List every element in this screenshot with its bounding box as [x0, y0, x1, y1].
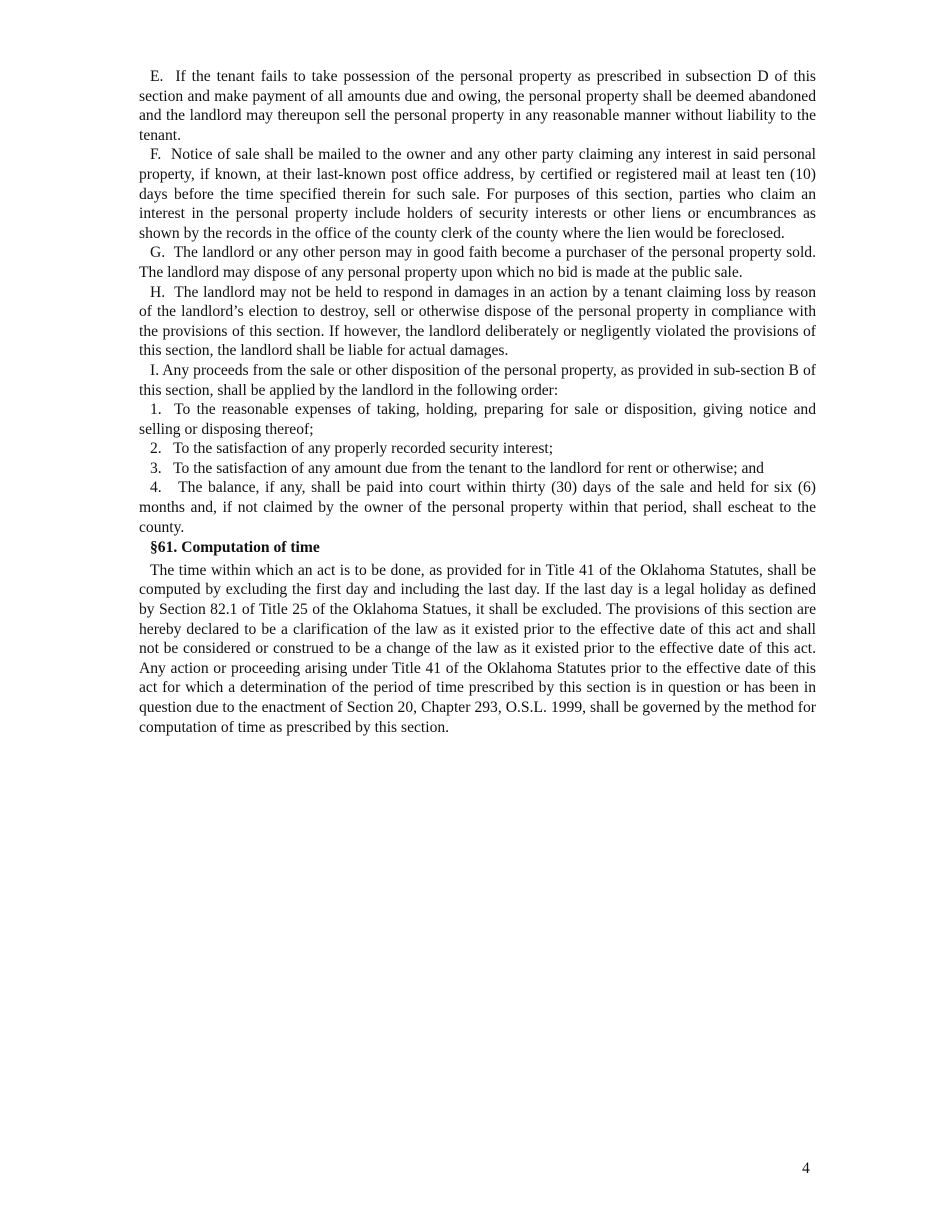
list-item-2: 2. To the satisfaction of any properly recorded security interest; — [150, 440, 554, 458]
page-number: 4 — [802, 1160, 810, 1177]
paragraph-i: I. Any proceeds from the sale or other disposition of the personal property, as provided in sub-section B of this section, shall be applied by the landlord in the following order: — [139, 361, 816, 399]
paragraph-g: G. The landlord or any other person may in good faith become a purchaser of the personal property sold. The landlord may dispose of any personal property upon which no bid is made at the public sale. — [139, 244, 816, 281]
section-heading: §61. Computation of time — [150, 539, 320, 557]
document-page — [139, 67, 816, 737]
paragraph-e: E. If the tenant fails to take possession of the personal property as prescribed in subsection D of this section and make payment of all amounts due and owing, the personal property shall be deemed abandoned and the landlord may thereupon sell the personal property in any reasonable manner without liability to the tenant. — [139, 68, 816, 144]
paragraph-h: H. The landlord may not be held to respond in damages in an action by a tenant claiming loss by reason of the landlord’s election to destroy, sell or otherwise dispose of the personal property in compliance with the provisions of this section. If however, the landlord deliberately or negligently violated the provisions of this section, the landlord shall be liable for actual damages. — [139, 283, 816, 360]
section-body: The time within which an act is to be done, as provided for in Title 41 of the Oklahoma Statutes, shall be computed by excluding the first day and including the last day. If the last day is a legal holiday as defined by Section 82.1 of Title 25 of the Oklahoma Statues, it shall be excluded. The provisions of this section are hereby declared to be a clarification of the law as it existed prior to the effective date of this act and shall not be considered or construed to be a change of the law as it existed prior to the effective date of this act. Any action or proceeding arising under Title 41 of the Oklahoma Statutes prior to the effective date of this act for which a determination of the period of time prescribed by this section is in question or has been in question due to the enactment of Section 20, Chapter 293, O.S.L. 1999, shall be governed by the method for computation of time as prescribed by this section. — [139, 561, 816, 736]
list-item-4: 4. The balance, if any, shall be paid into court within thirty (30) days of the sale and held for six (6) months and, if not claimed by the owner of the personal property within that period, shall escheat to the county. — [139, 479, 816, 536]
paragraph-f: F. Notice of sale shall be mailed to the owner and any other party claiming any interest in said personal property, if known, at their last-known post office address, by certified or registered mail at least ten (10) days before the time specified therein for such sale. For purposes of this section, parties who claim an interest in the personal property include holders of security interests or other liens or encumbrances as shown by the records in the office of the county clerk of the county where the lien would be foreclosed. — [139, 146, 816, 242]
list-item-1: 1. To the reasonable expenses of taking, holding, preparing for sale or disposition, giving notice and selling or disposing thereof; — [139, 401, 816, 438]
list-item-3: 3. To the satisfaction of any amount due from the tenant to the landlord for rent or otherwise; and — [150, 459, 764, 477]
